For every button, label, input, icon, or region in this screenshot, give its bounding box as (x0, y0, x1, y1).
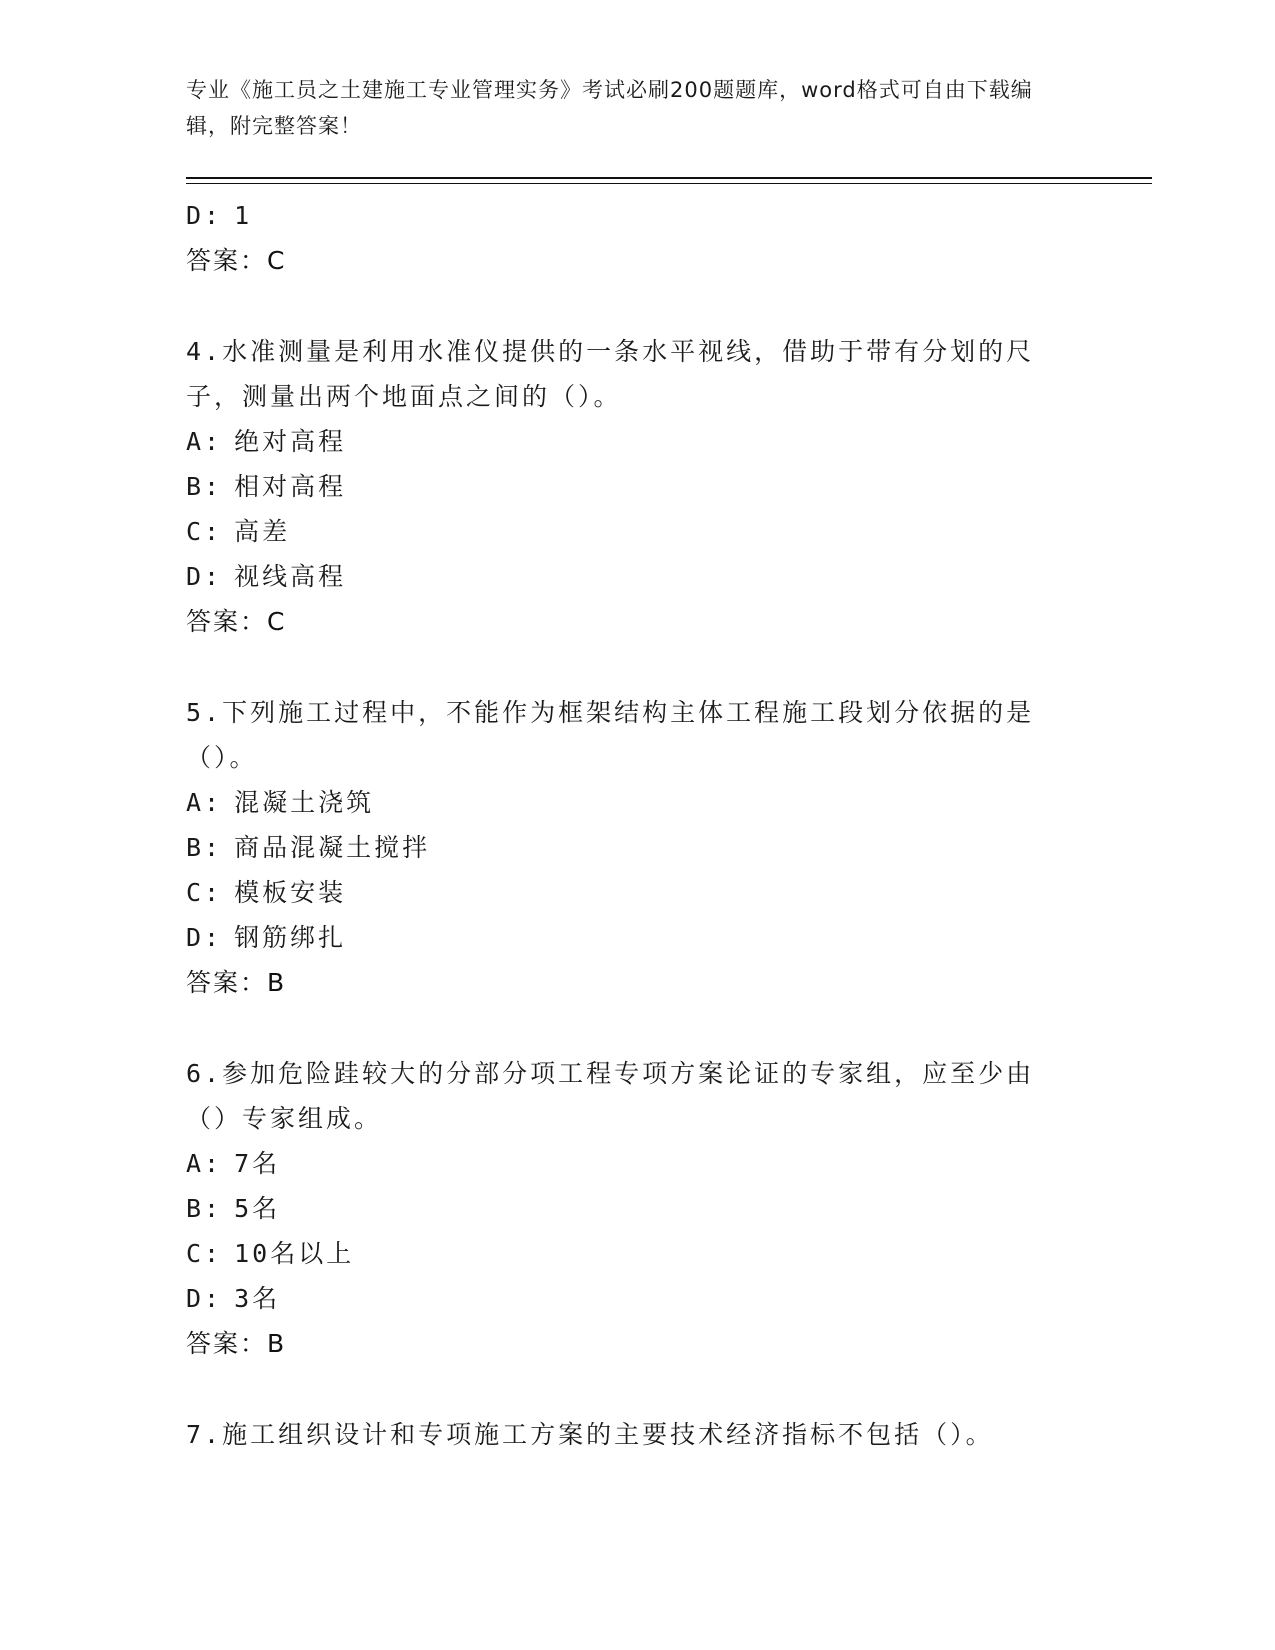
option-b (186, 825, 1066, 870)
question-content (186, 193, 1066, 1457)
option-d (186, 915, 1066, 960)
option-text: 模板安装 (234, 878, 347, 907)
option-label: C: (186, 517, 223, 546)
option-text: 相对高程 (234, 472, 347, 501)
option-label: C: (186, 1239, 223, 1268)
question-block (186, 329, 1066, 644)
option-text: 钢筋绑扎 (234, 923, 347, 952)
option-label: D: (186, 1284, 223, 1313)
option-a (186, 780, 1066, 825)
question-text: 6.参加危险跬较大的分部分项工程专项方案论证的专家组，应至少由（）专家组成。 (186, 1059, 1035, 1133)
option-text: 3名 (234, 1284, 281, 1313)
document-header: 专业《施工员之土建施工专业管理实务》考试必刷200题题库，word格式可自由下载编辑，附完整答案！ (186, 78, 1033, 138)
option-c (186, 1231, 1066, 1276)
answer-line: 答案：C (186, 246, 287, 275)
option-text: 高差 (234, 517, 291, 546)
option-label: D: (186, 923, 223, 952)
option-text: 混凝土浇筑 (234, 788, 375, 817)
option-text: 5名 (234, 1194, 281, 1223)
option-b (186, 1186, 1066, 1231)
option-label: C: (186, 878, 223, 907)
answer-line: 答案：C (186, 607, 287, 636)
option-text: 10名以上 (234, 1239, 355, 1268)
option-label: A: (186, 788, 223, 817)
option-label: B: (186, 833, 223, 862)
option-label: D: (186, 201, 223, 230)
question-block (186, 1051, 1066, 1366)
question-block (186, 1412, 1066, 1457)
question-text: 7.施工组织设计和专项施工方案的主要技术经济指标不包括（）。 (186, 1420, 994, 1449)
answer-line: 答案：B (186, 1329, 287, 1358)
option-text: 绝对高程 (234, 427, 347, 456)
option-a (186, 419, 1066, 464)
option-label: A: (186, 427, 223, 456)
option-text: 视线高程 (234, 562, 347, 591)
option-label: D: (186, 562, 223, 591)
header-rule-thick (186, 177, 1152, 179)
option-a (186, 1141, 1066, 1186)
option-d (186, 554, 1066, 599)
option-label: B: (186, 1194, 223, 1223)
option-d (186, 1276, 1066, 1321)
header-rule-thin (186, 183, 1152, 184)
question-text: 5.下列施工过程中，不能作为框架结构主体工程施工段划分依据的是（）。 (186, 698, 1035, 772)
option-d (186, 193, 1066, 238)
question-text: 4.水准测量是利用水准仪提供的一条水平视线，借助于带有分划的尺子，测量出两个地面点之间的（）。 (186, 337, 1035, 411)
option-label: B: (186, 472, 223, 501)
option-c (186, 509, 1066, 554)
option-text: 1 (234, 201, 253, 230)
option-label: A: (186, 1149, 223, 1178)
option-text: 商品混凝土搅拌 (234, 833, 431, 862)
answer-line: 答案：B (186, 968, 287, 997)
option-c (186, 870, 1066, 915)
question-block (186, 690, 1066, 1005)
option-b (186, 464, 1066, 509)
option-text: 7名 (234, 1149, 281, 1178)
